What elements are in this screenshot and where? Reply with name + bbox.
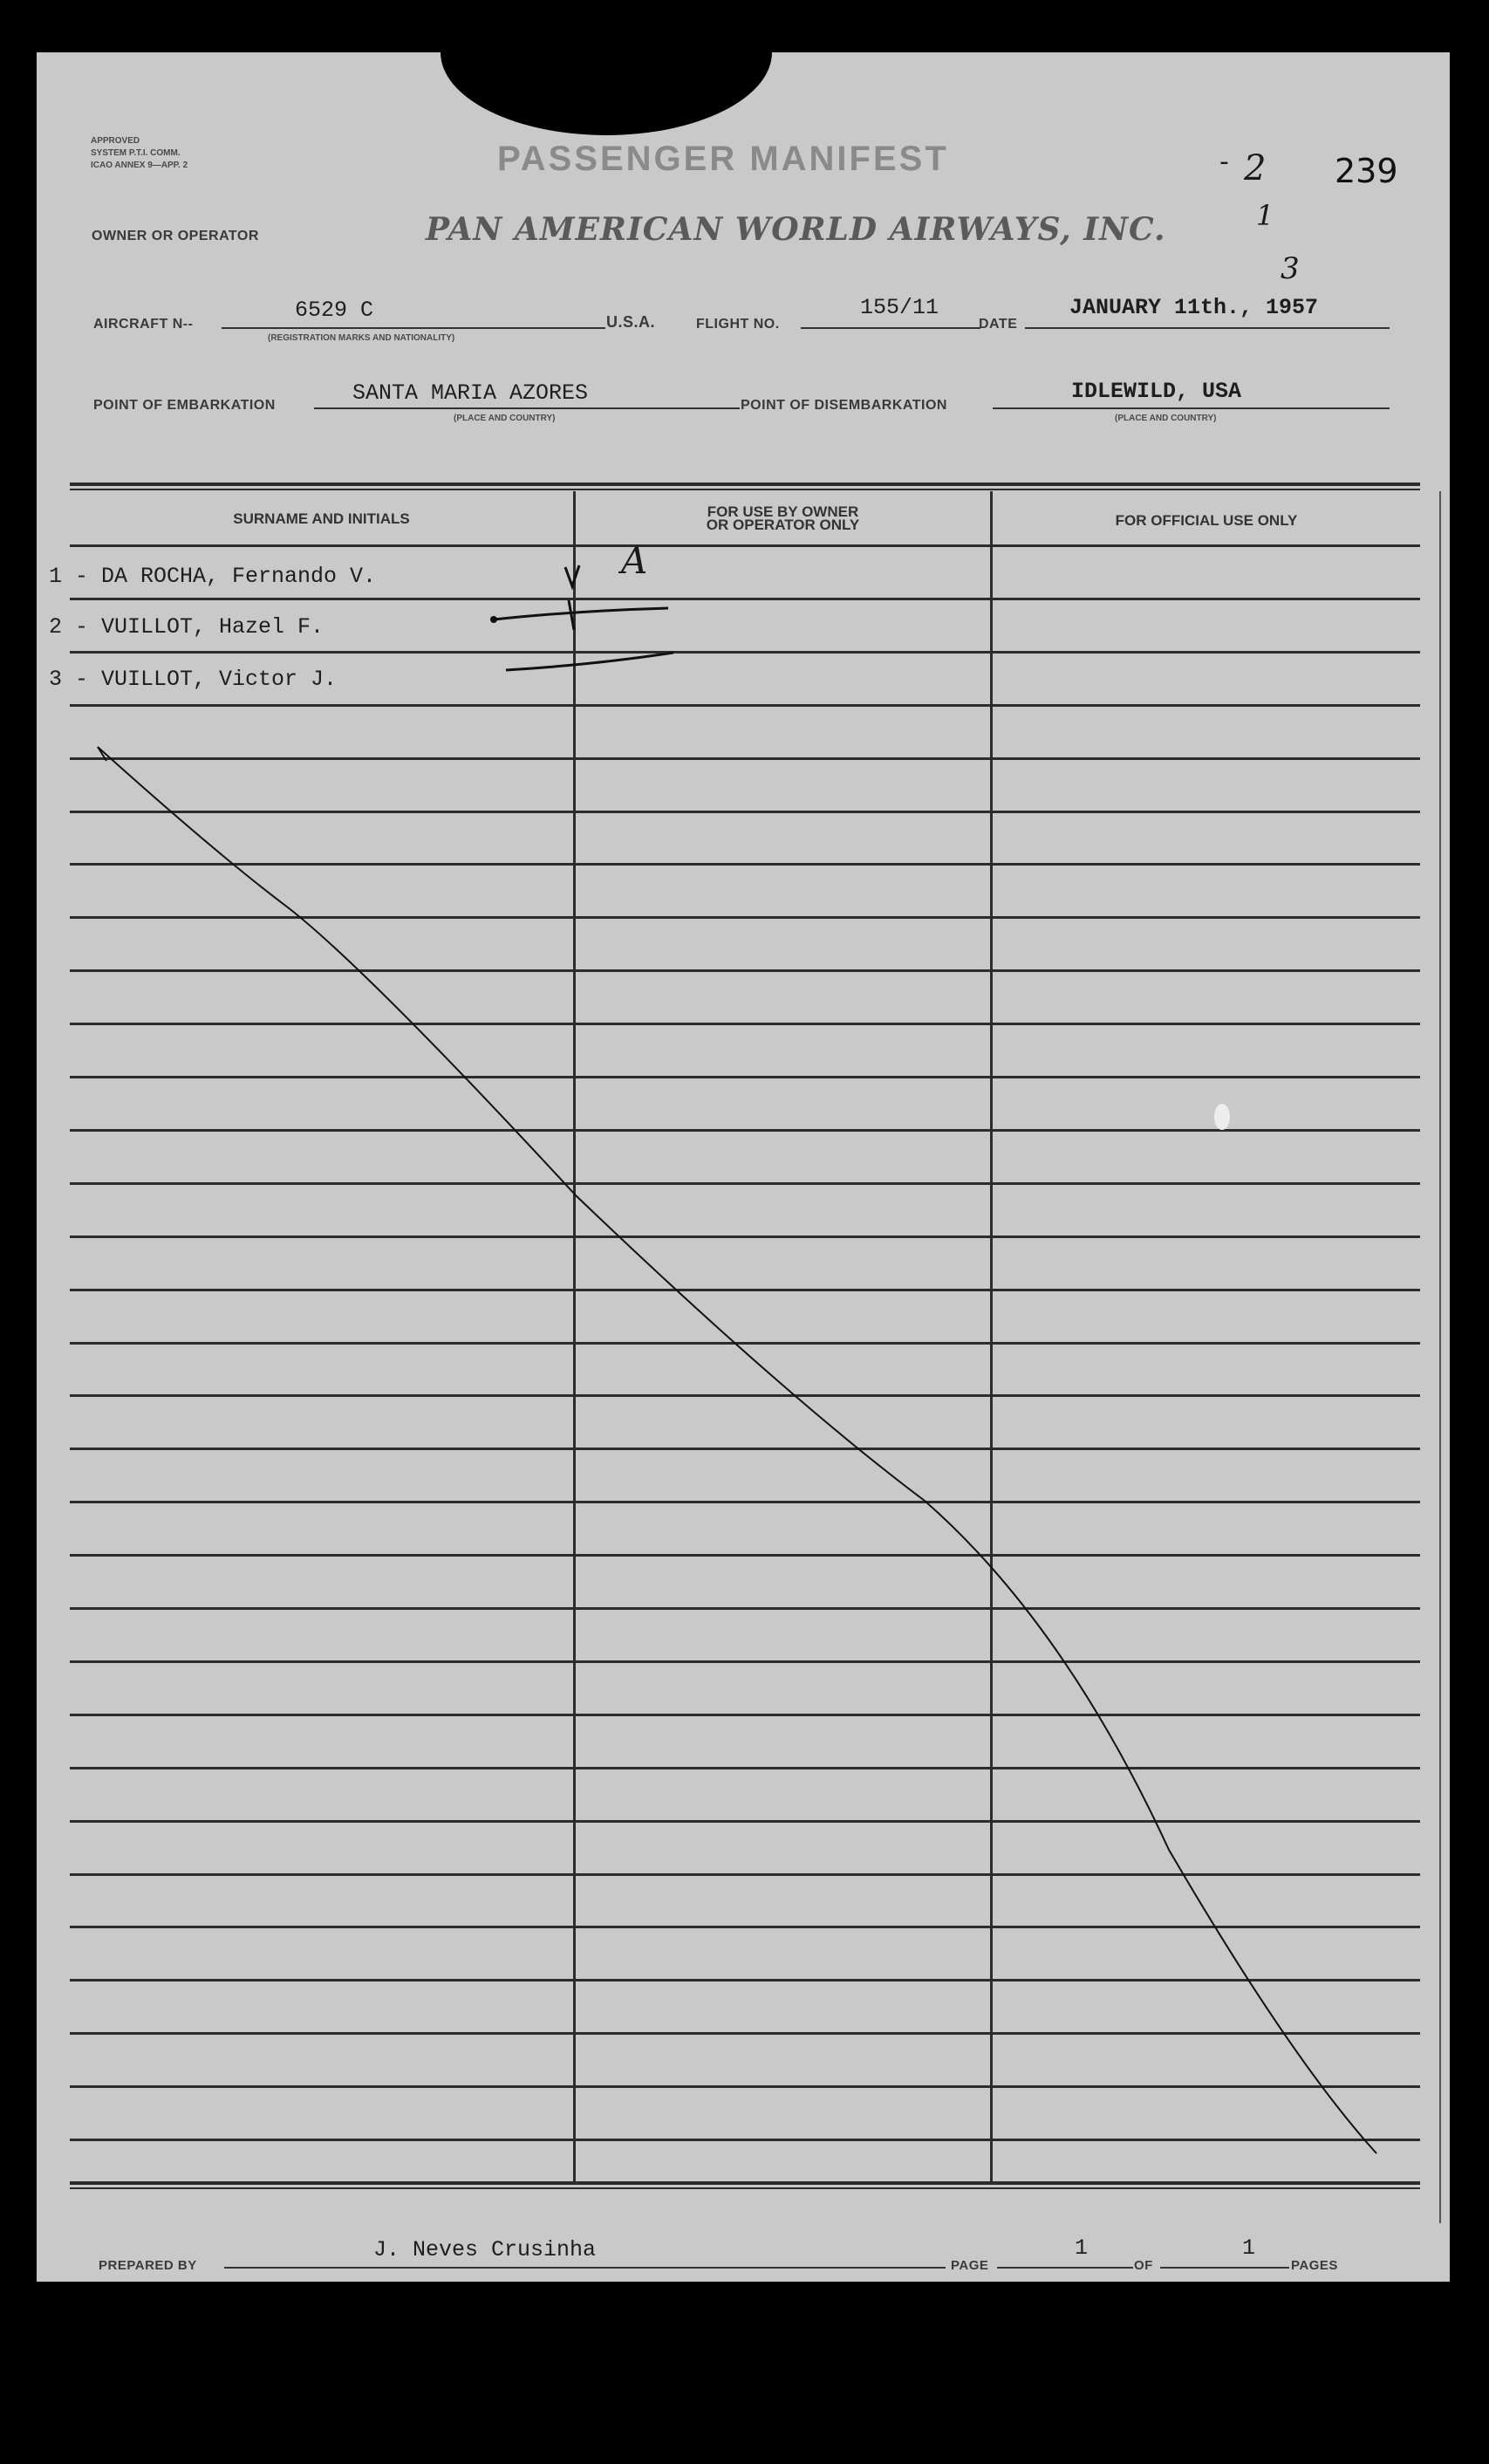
date-value: JANUARY 11th., 1957 (1069, 295, 1319, 320)
prepared-label: PREPARED BY (99, 2258, 197, 2273)
hand-fraction-bottom: 3 (1281, 251, 1300, 286)
embarkation-label: POINT OF EMBARKATION (93, 398, 276, 413)
page-value: 1 (1075, 2235, 1089, 2261)
operator-name: PAN AMERICAN WORLD AIRWAYS, INC. (426, 211, 1166, 248)
table-row: 3 - VUILLOT, Victor J. (49, 667, 338, 692)
country-code: U.S.A. (606, 313, 656, 331)
operator-label: OWNER OR OPERATOR (92, 229, 259, 243)
aircraft-value: 6529 C (295, 298, 374, 323)
hand-fraction-top: 2 (1244, 148, 1267, 188)
page-underline (997, 2267, 1133, 2269)
col-surname-header: SURNAME AND INITIALS (233, 510, 410, 527)
page-title: PASSENGER MANIFEST (497, 140, 949, 178)
embarkation-caption: (PLACE AND COUNTRY) (454, 414, 556, 423)
page-label: PAGE (951, 2258, 989, 2273)
approval-line: SYSTEM P.T.I. COMM. (91, 148, 181, 158)
flight-value: 155/11 (860, 295, 939, 320)
aircraft-label: AIRCRAFT N-- (93, 317, 194, 332)
of-underline (1160, 2267, 1289, 2269)
approval-line: ICAO ANNEX 9—APP. 2 (91, 161, 188, 170)
file-number: 239 (1335, 152, 1398, 190)
date-label: DATE (979, 317, 1018, 332)
table-row: 2 - VUILLOT, Hazel F. (49, 614, 324, 640)
hand-mark-a: A (621, 539, 648, 582)
of-value: 1 (1242, 2235, 1256, 2261)
approval-line: APPROVED (91, 136, 140, 146)
disembarkation-caption: (PLACE AND COUNTRY) (1115, 414, 1217, 423)
prepared-underline (224, 2267, 946, 2269)
aircraft-caption: (REGISTRATION MARKS AND NATIONALITY) (268, 333, 455, 343)
hand-dash: - (1219, 147, 1229, 177)
embarkation-value: SANTA MARIA AZORES (352, 380, 589, 406)
prepared-value: J. Neves Crusinha (373, 2237, 597, 2262)
pages-label: PAGES (1291, 2258, 1338, 2273)
col-official-header: FOR OFFICIAL USE ONLY (1115, 512, 1298, 529)
table-row: 1 - DA ROCHA, Fernando V. (49, 564, 377, 589)
disembarkation-label: POINT OF DISEMBARKATION (741, 398, 947, 413)
disembarkation-value: IDLEWILD, USA (1071, 379, 1242, 404)
col-owner-header-2: OR OPERATOR ONLY (706, 517, 860, 533)
hand-fraction-middle: 1 (1256, 199, 1274, 232)
of-label: OF (1134, 2258, 1153, 2273)
col-owner-header-1: FOR USE BY OWNER (707, 503, 859, 520)
flight-label: FLIGHT NO. (696, 317, 780, 332)
